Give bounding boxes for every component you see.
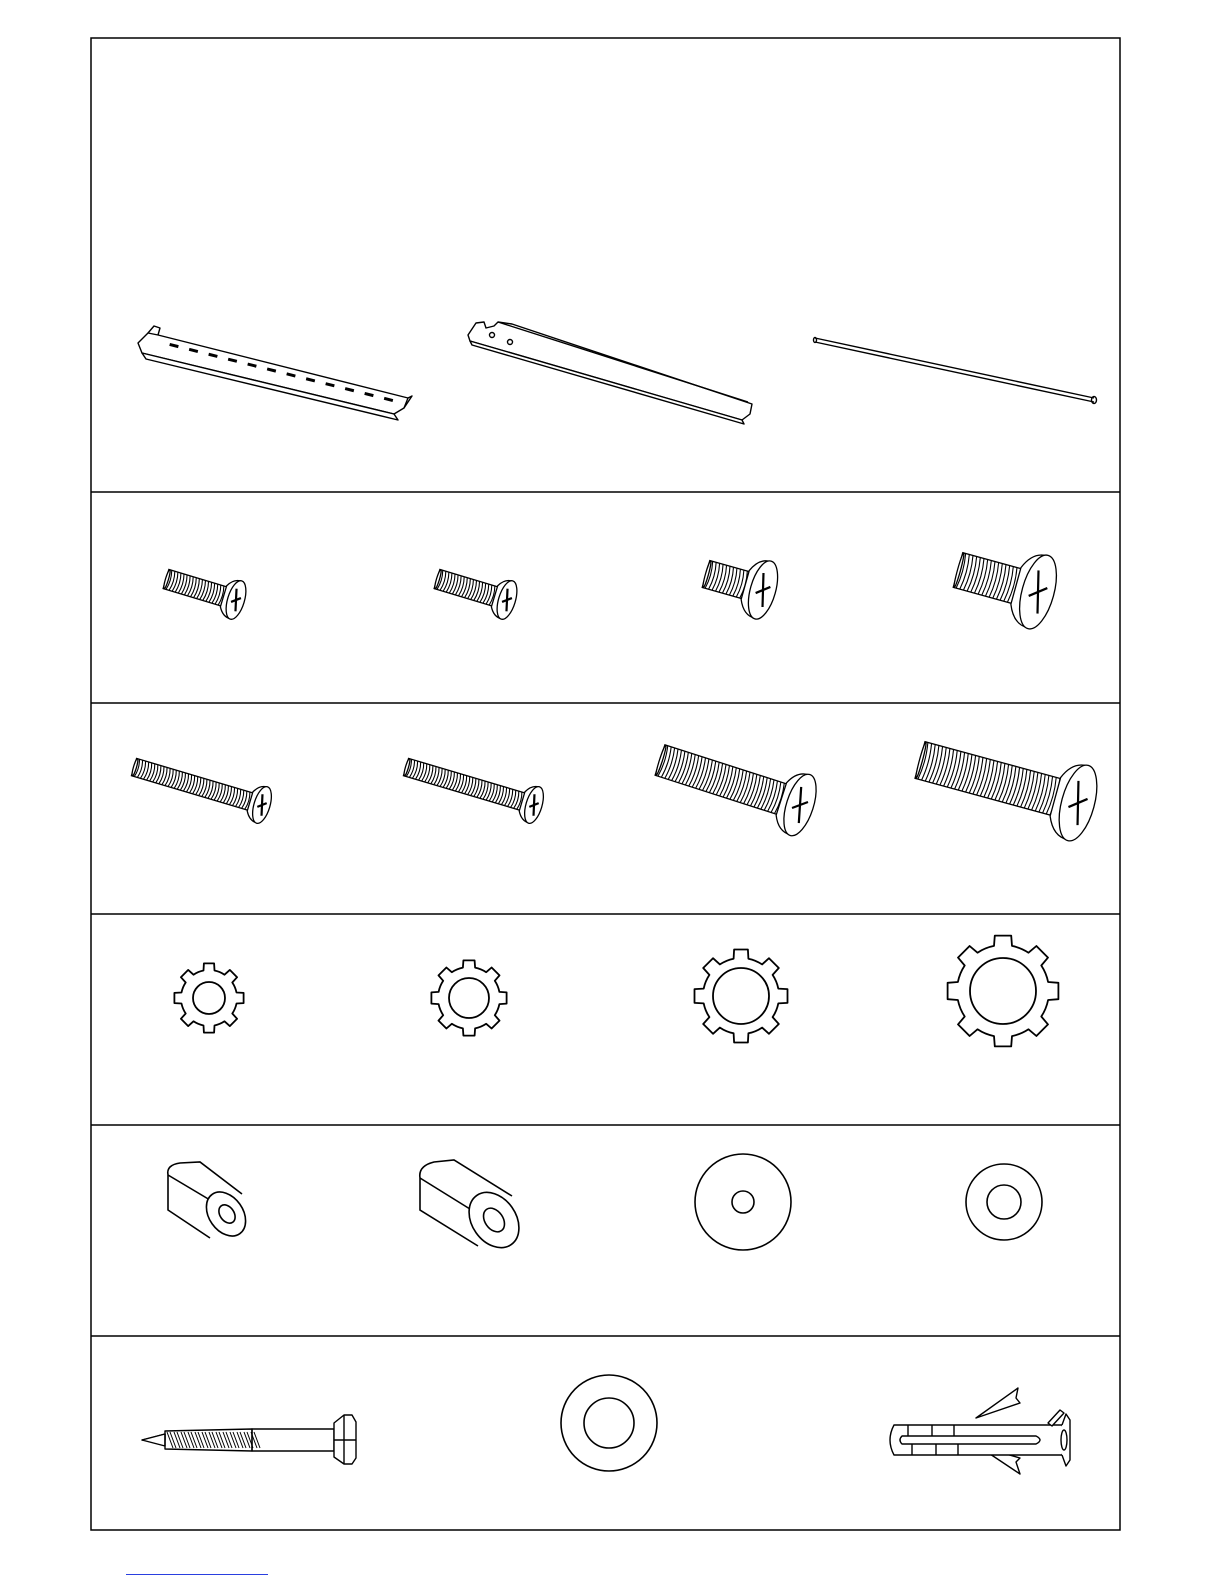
- lag-bolt-icon: [142, 1415, 356, 1464]
- short-screw-icon: [947, 533, 1063, 633]
- lock-washer-icon: [695, 950, 788, 1043]
- lock-washer-icon: [948, 936, 1059, 1047]
- spacer-icon: [168, 1162, 254, 1243]
- flat-washer-icon: [695, 1154, 791, 1250]
- long-screw-icon: [650, 729, 823, 839]
- channel-bracket-icon: [468, 322, 752, 424]
- wall-anchor-icon: [890, 1388, 1070, 1474]
- short-screw-icon: [160, 560, 250, 622]
- short-screw-icon: [697, 545, 783, 622]
- long-screw-icon: [400, 749, 547, 826]
- lock-washer-icon: [431, 960, 506, 1035]
- flat-washer-icon: [966, 1164, 1042, 1240]
- long-screw-icon: [909, 722, 1104, 845]
- slotted-rail-icon: [138, 326, 412, 420]
- lock-washer-icon: [174, 963, 243, 1032]
- spacer-icon: [420, 1160, 529, 1257]
- short-screw-icon: [431, 560, 521, 622]
- large-washer-icon: [561, 1375, 657, 1471]
- rod-icon: [814, 338, 1097, 404]
- footer-link-underline: [126, 1574, 268, 1575]
- long-screw-icon: [128, 749, 275, 826]
